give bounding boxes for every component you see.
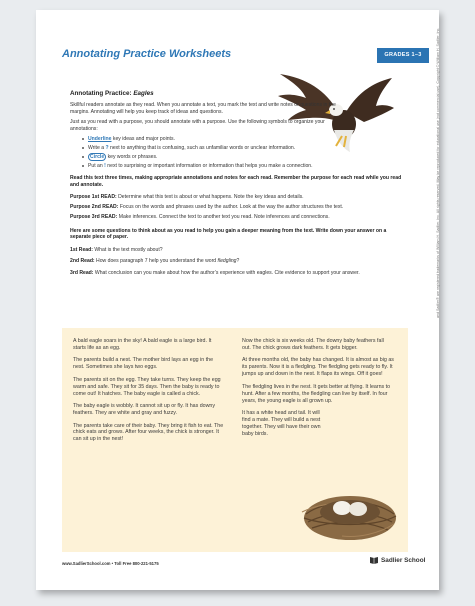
list-item: Circle key words or phrases. [82,154,405,161]
reading-instructions: Read this text three times, making appropriate annotations and notes for each read. Remember the purpose for each read while you read and annotate. [70,174,402,188]
question-list [70,247,405,277]
symbol-list [82,136,405,170]
passage-paragraph: At three months old, the baby has changed. It is almost as big as its parents. Now it is a fledgling. The fledgling gets ready to fly. It jumps up and down in the nest. It flaps its wings. Off it goes! [242,357,394,378]
worksheet-content [70,90,405,277]
exclamation-symbol: ! [104,163,106,170]
nest-illustration [298,474,402,548]
sadlier-logo: Sadlier School [369,555,425,565]
passage-column-left [73,338,225,449]
purpose-1: Purpose 1st READ: Determine what this text is about or what happens. Note the key ideas and details. [70,193,304,200]
passage-paragraph: The parents sit on the egg. They take turns. They keep the egg warm and safe. They sit for 35 days. Then the baby is ready to come out! It hatches. The baby eagle is called a chick. [73,376,221,397]
passage-paragraph: The parents take care of their baby. They bring it fish to eat. The chick eats and grows. After four weeks, the chick is stronger. It can sit up in the nest! [73,422,224,443]
passage-paragraph: The parents build a nest. The mother bird lays an egg in the nest. Sometimes she lays two eggs. [73,357,214,371]
questions-intro: Here are some questions to think about as you read to help you gain a deeper meaning from the text. Write down your answer on a separate piece of paper. [70,227,387,241]
intro-paragraph-1: Skillful readers annotate as they read. When you annotate a text, you mark the text and write notes or questions in the margins. Annotating will help you keep track of ideas and questions. [70,102,336,115]
question-mark-symbol: ? [105,144,109,151]
passage-column-right [242,338,394,443]
purpose-3: Purpose 3rd READ: Make inferences. Connect the text to another text you read. Note inferences and connections. [70,213,330,220]
question-2: 2nd Read: How does paragraph 7 help you understand the word fledgling? [70,258,240,265]
passage-paragraph: A bald eagle soars in the sky! A bald eagle is a large bird. It starts life as an egg. [73,338,212,351]
passage-paragraph: Now the chick is six weeks old. The downy baby feathers fall out. The chick grows dark feathers. It gets bigger. [242,338,384,351]
passage-paragraph: It has a white head and tail. It will find a mate. They will build a nest together. They will have their own baby birds. [242,410,321,437]
book-icon [369,555,379,565]
grade-badge: GRADES 1–3 [377,48,429,63]
worksheet-page [36,10,439,590]
passage-paragraph: The baby eagle is wobbly. It cannot sit up or fly. It has downy feathers. They are white and gray and fuzzy. [73,403,216,417]
question-1: 1st Read: What is the text mostly about? [70,246,163,253]
purpose-2: Purpose 2nd READ: Focus on the words and phrases used by the author. Look at the way the author structures the text. [70,203,344,210]
passage-paragraph: The fledgling lives in the nest. It gets better at flying. It learns to hunt. After a few months, the fledgling can live by itself. In four years, the young eagle is all grown up. [242,383,391,404]
page-title: Annotating Practice Worksheets [62,48,232,60]
footer-contact: www.SadlierSchool.com • Toll Free 800-221-5175 [62,561,159,566]
intro-paragraph-2: Just as you read with a purpose, you should annotate with a purpose. Use the following symbols to organize your annotations: [70,119,325,133]
practice-heading: Annotating Practice: Eagles [70,90,154,97]
list-item: Underline key ideas and major points. [82,136,405,143]
circle-symbol: Circle [90,154,105,160]
list-item: Write a ? next to anything that is confusing, such as unfamiliar words or unclear information. [82,145,405,152]
underline-symbol: Underline [88,135,112,142]
question-3: 3rd Read: What conclusion can you make about how the author’s experience with eagles. Cite evidence to support your answer. [70,269,360,276]
copyright-note: and Sadlier® are registered trademarks of William H. Sadlier, Inc. All rights reserved. May be reproduced for educational use (not commercial use). Copyright © William H. Sadlier, Inc. [436,27,440,318]
purpose-list [70,194,405,221]
list-item: Put an ! next to surprising or important information or information that helps you make a connection. [82,163,405,170]
